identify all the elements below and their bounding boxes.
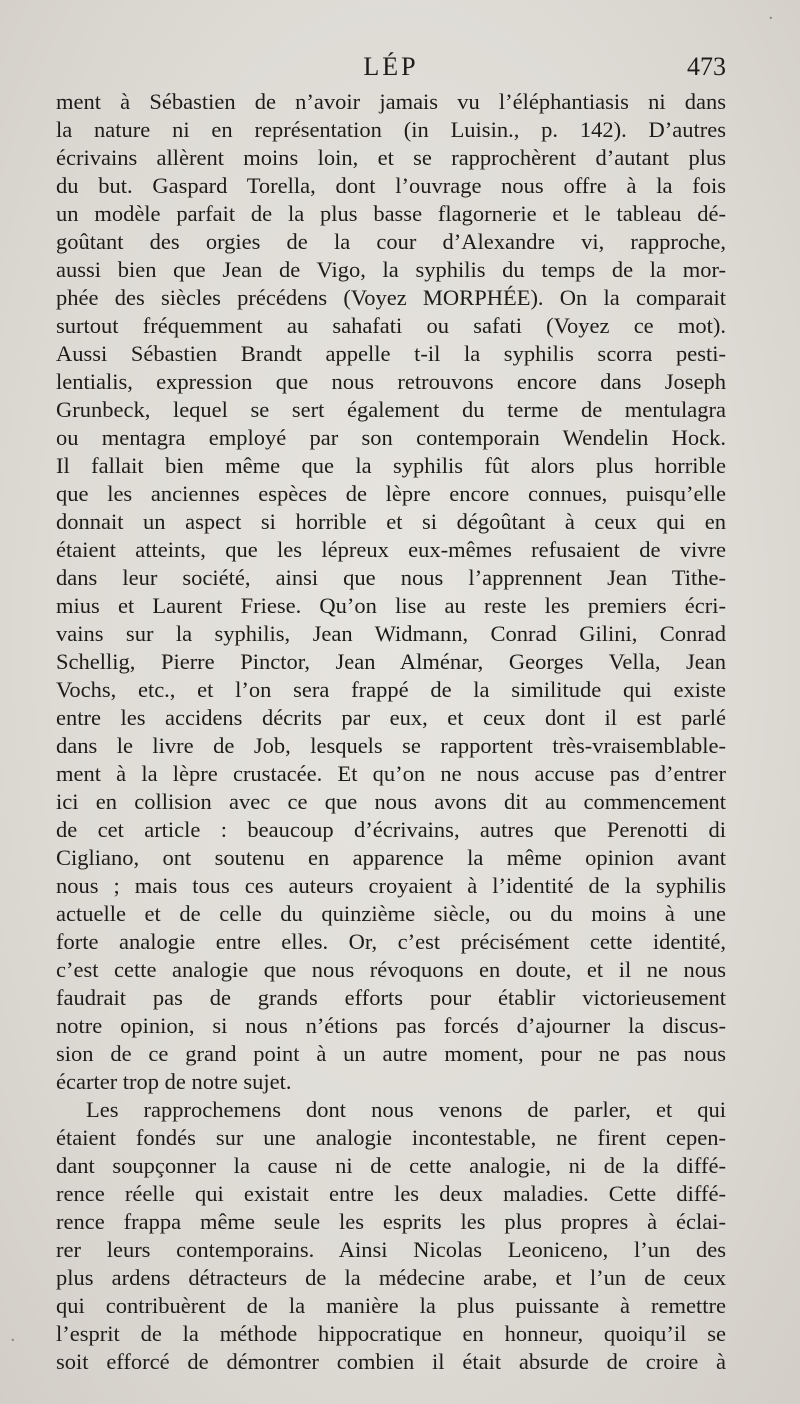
text-line: Il fallait bien même que la syphilis fût alors plus horrible	[56, 453, 726, 478]
text-line: soit efforcé de démontrer combien il était absurde de croire à	[56, 1349, 726, 1374]
text-line: aussi bien que Jean de Vigo, la syphilis du temps de la mor-	[56, 257, 726, 282]
text-line: ou mentagra employé par son contemporain Wendelin Hock.	[56, 425, 726, 450]
text-line: c’est cette analogie que nous révoquons en doute, et il ne nous	[56, 957, 726, 982]
text-line: qui contribuèrent de la manière la plus puissante à remettre	[56, 1293, 726, 1318]
text-line: plus ardens détracteurs de la médecine arabe, et l’un de ceux	[56, 1265, 726, 1290]
text-line: faudrait pas de grands efforts pour établir victorieusement	[56, 985, 726, 1010]
text-line: Vochs, etc., et l’on sera frappé de la similitude qui existe	[56, 677, 726, 702]
page-speck: ·	[10, 1330, 16, 1351]
text-line: ici en collision avec ce que nous avons dit au commencement	[56, 789, 726, 814]
text-line: phée des siècles précédens (Voyez MORPHÉE). On la comparait	[56, 285, 726, 310]
text-line: mius et Laurent Friese. Qu’on lise au reste les premiers écri-	[56, 593, 726, 618]
text-line: étaient atteints, que les lépreux eux-mêmes refusaient de vivre	[56, 537, 726, 562]
text-line: forte analogie entre elles. Or, c’est précisément cette identité,	[56, 929, 726, 954]
text-line: entre les accidens décrits par eux, et ceux dont il est parlé	[56, 705, 726, 730]
body-text	[56, 88, 726, 1376]
text-line: de cet article : beaucoup d’écrivains, autres que Perenotti di	[56, 817, 726, 842]
text-line: Cigliano, ont soutenu en apparence la même opinion avant	[56, 845, 726, 870]
text-line: rer leurs contemporains. Ainsi Nicolas Leoniceno, l’un des	[56, 1237, 726, 1262]
text-line: Aussi Sébastien Brandt appelle t-il la syphilis scorra pesti-	[56, 341, 726, 366]
text-line: ment à Sébastien de n’avoir jamais vu l’éléphantiasis ni dans	[56, 89, 726, 114]
text-line: vains sur la syphilis, Jean Widmann, Conrad Gilini, Conrad	[56, 621, 726, 646]
text-line: donnait un aspect si horrible et si dégoûtant à ceux qui en	[56, 509, 726, 534]
text-line: du but. Gaspard Torella, dont l’ouvrage nous offre à la fois	[56, 173, 726, 198]
running-head: LÉP	[363, 52, 419, 81]
text-line: rence réelle qui existait entre les deux maladies. Cette diffé-	[56, 1181, 726, 1206]
text-line: dant soupçonner la cause ni de cette analogie, ni de la diffé-	[56, 1153, 726, 1178]
text-line: surtout fréquemment au sahafati ou safati (Voyez ce mot).	[56, 313, 726, 338]
text-line: Grunbeck, lequel se sert également du terme de mentulagra	[56, 397, 726, 422]
paragraph-last-line: écarter trop de notre sujet.	[56, 1069, 292, 1094]
text-line: écrivains allèrent moins loin, et se rapprochèrent d’autant plus	[56, 145, 726, 170]
text-line: étaient fondés sur une analogie incontestable, ne firent cepen-	[56, 1125, 726, 1150]
text-line: sion de ce grand point à un autre moment, pour ne pas nous	[56, 1041, 726, 1066]
text-line: dans le livre de Job, lesquels se rapportent très-vraisemblable-	[56, 733, 726, 758]
text-line: actuelle et de celle du quinzième siècle, ou du moins à une	[56, 901, 726, 926]
paragraph-first-line: Les rapprochemens dont nous venons de parler, et qui	[86, 1097, 726, 1122]
text-line: la nature ni en représentation (in Luisin., p. 142). D’autres	[56, 117, 726, 142]
text-line: notre opinion, si nous n’étions pas forcés d’ajourner la discus-	[56, 1013, 726, 1038]
page-speck: ·	[768, 8, 774, 29]
text-line: un modèle parfait de la plus basse flagornerie et le tableau dé-	[56, 201, 726, 226]
text-line: dans leur société, ainsi que nous l’apprennent Jean Tithe-	[56, 565, 726, 590]
page-header	[56, 46, 726, 86]
text-line: que les anciennes espèces de lèpre encore connues, puisqu’elle	[56, 481, 726, 506]
text-line: goûtant des orgies de la cour d’Alexandre vi, rapproche,	[56, 229, 726, 254]
text-line: rence frappa même seule les esprits les plus propres à éclai-	[56, 1209, 726, 1234]
page-number: 473	[687, 52, 726, 81]
text-line: nous ; mais tous ces auteurs croyaient à l’identité de la syphilis	[56, 873, 726, 898]
text-line: ment à la lèpre crustacée. Et qu’on ne nous accuse pas d’entrer	[56, 761, 726, 786]
text-line: lentialis, expression que nous retrouvons encore dans Joseph	[56, 369, 726, 394]
text-line: Schellig, Pierre Pinctor, Jean Alménar, Georges Vella, Jean	[56, 649, 726, 674]
text-line: l’esprit de la méthode hippocratique en honneur, quoiqu’il se	[56, 1321, 726, 1346]
